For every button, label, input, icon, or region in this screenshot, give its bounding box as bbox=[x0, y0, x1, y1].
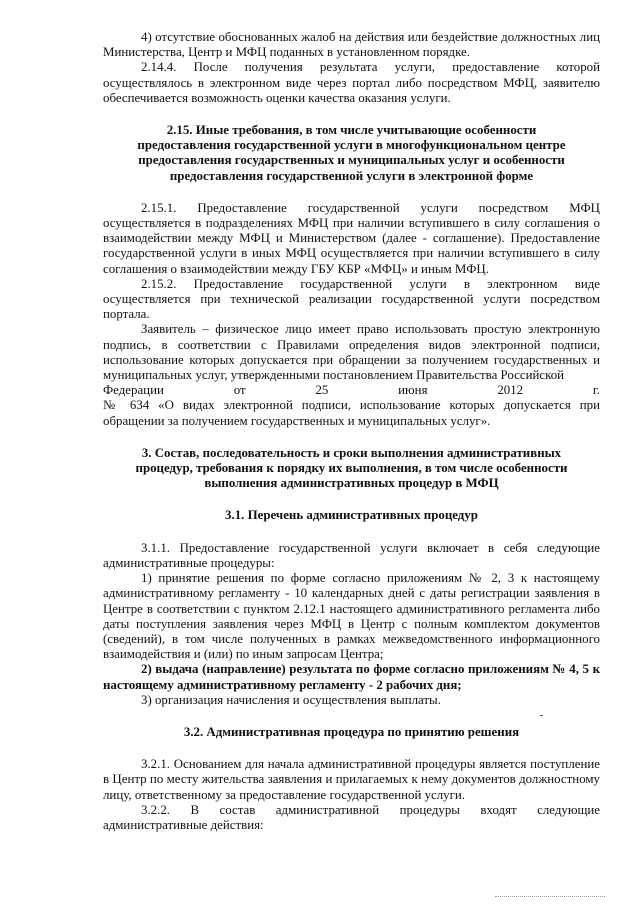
scan-dotted-line bbox=[495, 896, 605, 897]
spread-word-5: 2012 bbox=[497, 383, 524, 398]
paragraph-3-2-2: 3.2.2. В состав административной процедуры входят следующие административные действия: bbox=[103, 802, 600, 832]
heading-3-line-1: 3. Состав, последовательность и сроки выполнения административных bbox=[141, 445, 562, 460]
paragraph-2-14-4: 2.14.4. После получения результата услуги, предоставление которой осуществлялось в электронном виде через портал либо посредством МФЦ, заявителю обеспечивается возможность оценки качества оказания услуги. bbox=[103, 60, 600, 105]
paragraph-item-4: 4) отсутствие обоснованных жалоб на действия или бездействие должностных лиц Министерства, Центр и МФЦ поданных в установленном порядке. bbox=[103, 30, 600, 60]
list-item-3: 3) организация начисления и осуществления выплаты. bbox=[141, 692, 441, 707]
list-item-2-bold: 2) выдача (направление) результата по форме согласно приложениям № 4, 5 к настоящему административному регламенту - 2 рабочих дня; bbox=[103, 662, 600, 692]
heading-2-15-line-1: 2.15. Иные требования, в том числе учитывающие особенности bbox=[166, 123, 537, 138]
heading-3-2: 3.2. Административная процедура по принятию решения bbox=[183, 724, 520, 739]
heading-3-line-3: выполнения административных процедур в МФЦ bbox=[204, 476, 499, 491]
spread-word-1: Федерации bbox=[103, 383, 164, 398]
paragraph-3-1-1: 3.1.1. Предоставление государственной услуги включает в себя следующие административные процедуры: bbox=[103, 540, 600, 570]
list-item-2 bbox=[103, 662, 600, 692]
paragraph-2-15-1: 2.15.1. Предоставление государственной услуги посредством МФЦ осуществляется в подразделениях МФЦ при наличии вступившего в силу соглашения о взаимодействии между МФЦ и Министерством (далее - соглашение). Предоставление государственной услуги в иных МФЦ осуществляется при наличии вступившего в силу соглашения о взаимодействии между ГБУ КБР «МФЦ» и иным МФЦ. bbox=[103, 200, 600, 276]
spread-word-2: от bbox=[233, 383, 246, 398]
paragraph-3-2-1: 3.2.1. Основанием для начала административной процедуры является поступление в Центр по месту жительства заявления и прилагаемых к нему документов должностному лицу, ответственному за предоставление государственной услуги. bbox=[103, 757, 600, 802]
heading-2-15-line-4: предоставления государственной услуги в электронной форме bbox=[169, 168, 534, 183]
spread-word-4: июня bbox=[398, 383, 428, 398]
heading-2-15-line-3: предоставления государственных и муниципальных услуг и особенности bbox=[138, 153, 565, 168]
heading-3-1: 3.1. Перечень административных процедур bbox=[225, 508, 478, 523]
paragraph-applicant-spread-line bbox=[103, 383, 600, 398]
spread-word-6: г. bbox=[592, 383, 600, 398]
heading-2-15-line-2: предоставления государственной услуги в многофункциональном центре bbox=[137, 138, 566, 153]
paragraph-2-15-2: 2.15.2. Предоставление государственной услуги в электронном виде осуществляется при технической реализации государственной услуги посредством портала. bbox=[103, 276, 600, 322]
scan-mark bbox=[540, 715, 543, 716]
spread-word-3: 25 bbox=[315, 383, 329, 398]
paragraph-applicant: Заявитель – физическое лицо имеет право использовать простую электронную подпись, в соответствии с Правилами определения видов электронной подписи, использование которых допускается при обращении за получением государственных и муниципальных услуг, утвержденными постановлением Правительства Российской bbox=[103, 322, 600, 383]
list-item-1: 1) принятие решения по форме согласно приложениям № 2, 3 к настоящему административному регламенту - 10 календарных дней с даты регистрации заявления в Центре в соответствии с пунктом 2.12.1 настоящего административного регламента либо даты поступления заявления через МФЦ в Центр с полным комплектом документов (сведений), в том числе полученных в рамках межведомственного информационного взаимодействия и (или) по иным запросам Центра; bbox=[103, 571, 600, 662]
heading-3-line-2: процедур, требования к порядку их выполнения, в том числе особенности bbox=[135, 461, 568, 476]
paragraph-applicant-tail: № 634 «О видах электронной подписи, использование которых допускается при обращении за получением государственных и муниципальных услуг». bbox=[103, 398, 600, 428]
